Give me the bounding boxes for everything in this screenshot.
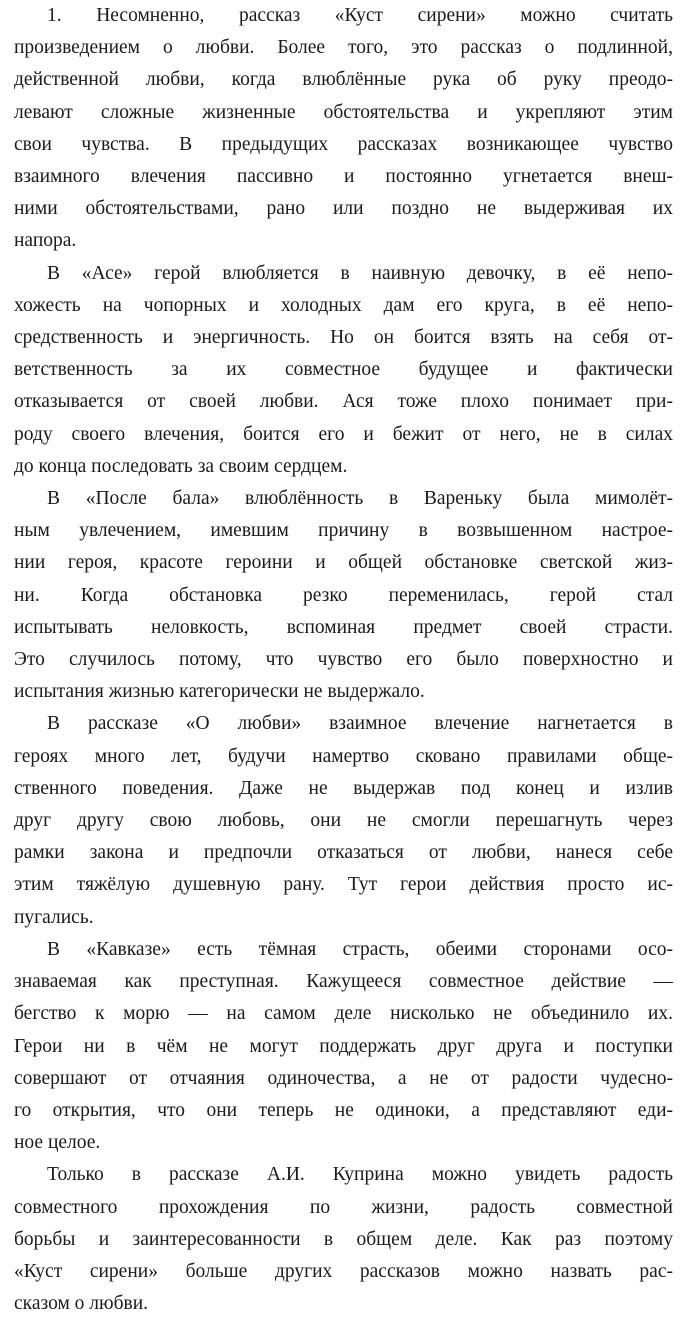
text-line: испытывать неловкость, вспоминая предмет своей страсти. (14, 616, 673, 638)
text-line: отказывается от своей любви. Ася тоже плохо понимает при- (14, 391, 673, 413)
text-line: взаимного влечения пассивно и постоянно угнетается внеш- (14, 166, 673, 188)
text-line: роду своего влечения, боится его и бежит от него, не в силах (14, 423, 673, 445)
text-line: рамки закона и предпочли отказаться от любви, нанеся себе (14, 842, 673, 864)
text-line: действенной любви, когда влюблённые рука об руку преодо- (14, 69, 673, 91)
text-line: этим тяжёлую душевную рану. Тут герои действия просто ис- (14, 874, 673, 896)
text-line: ственного поведения. Даже не выдержав под конец и излив (14, 777, 673, 799)
text-line: сказом о любви. (14, 1293, 149, 1315)
paragraph (14, 483, 673, 708)
text-line: знаваемая как преступная. Кажущееся совместное действие — (14, 971, 673, 993)
text-line: ветственность за их совместное будущее и фактически (14, 359, 673, 381)
paragraph (14, 1159, 673, 1320)
text-line: Это случилось потому, что чувство его было поверхностно и (14, 649, 673, 671)
text-line: хожесть на чопорных и холодных дам его круга, в её непо- (14, 294, 673, 316)
text-line: до конца последовать за своим сердцем. (14, 455, 348, 477)
text-line: левают сложные жизненные обстоятельства и укрепляют этим (14, 101, 673, 123)
paragraph (14, 0, 673, 258)
paragraph (14, 258, 673, 483)
text-line: средственность и энергичность. Но он боится взять на себя от- (14, 327, 673, 349)
paragraph (14, 934, 673, 1159)
text-line: Герои ни в чём не могут поддержать друг друга и поступки (14, 1035, 673, 1057)
text-line: В «Асе» герой влюбляется в наивную девочку, в её непо- (47, 262, 673, 284)
text-line: го открытия, что они теперь не одиноки, а представляют еди- (14, 1099, 673, 1121)
text-line: друг другу свою любовь, они не смогли перешагнуть через (14, 810, 673, 832)
paragraph (14, 708, 673, 933)
text-line: напора. (14, 230, 77, 252)
text-line: В рассказе «О любви» взаимное влечение нагнетается в (47, 713, 673, 735)
text-line: борьбы и заинтересованности в общем деле. Как раз поэтому (14, 1228, 673, 1250)
text-line: ними обстоятельствами, рано или поздно не выдерживая их (14, 198, 673, 220)
text-line: ное целое. (14, 1132, 101, 1154)
text-line: Только в рассказе А.И. Куприна можно увидеть радость (47, 1164, 673, 1186)
text-line: нии героя, красоте героини и общей обстановке светской жиз- (14, 552, 673, 574)
text-line: свои чувства. В предыдущих рассказах возникающее чувство (14, 133, 673, 155)
text-line: «Куст сирени» больше других рассказов можно назвать рас- (14, 1260, 673, 1282)
text-line: В «Кавказе» есть тёмная страсть, обеими сторонами осо- (47, 938, 673, 960)
text-line: испытания жизнью категорически не выдержало. (14, 681, 425, 703)
text-line: В «После бала» влюблённость в Вареньку была мимолёт- (47, 488, 673, 510)
text-line: произведением о любви. Более того, это рассказ о подлинной, (14, 37, 673, 59)
text-line: ным увлечением, имевшим причину в возвышенном настрое- (14, 520, 673, 542)
text-line: 1. Несомненно, рассказ «Куст сирени» можно считать (47, 5, 673, 26)
text-line: совместного прохождения по жизни, радость совместной (14, 1196, 673, 1218)
text-line: совершают от отчаяния одиночества, а не от радости чудесно- (14, 1067, 673, 1089)
text-line: пугались. (14, 906, 94, 928)
text-line: бегство к морю — на самом деле нисколько не объединило их. (14, 1003, 673, 1025)
text-line: ни. Когда обстановка резко переменилась, герой стал (14, 584, 673, 606)
text-line: героях много лет, будучи намертво сковано правилами обще- (14, 745, 673, 767)
